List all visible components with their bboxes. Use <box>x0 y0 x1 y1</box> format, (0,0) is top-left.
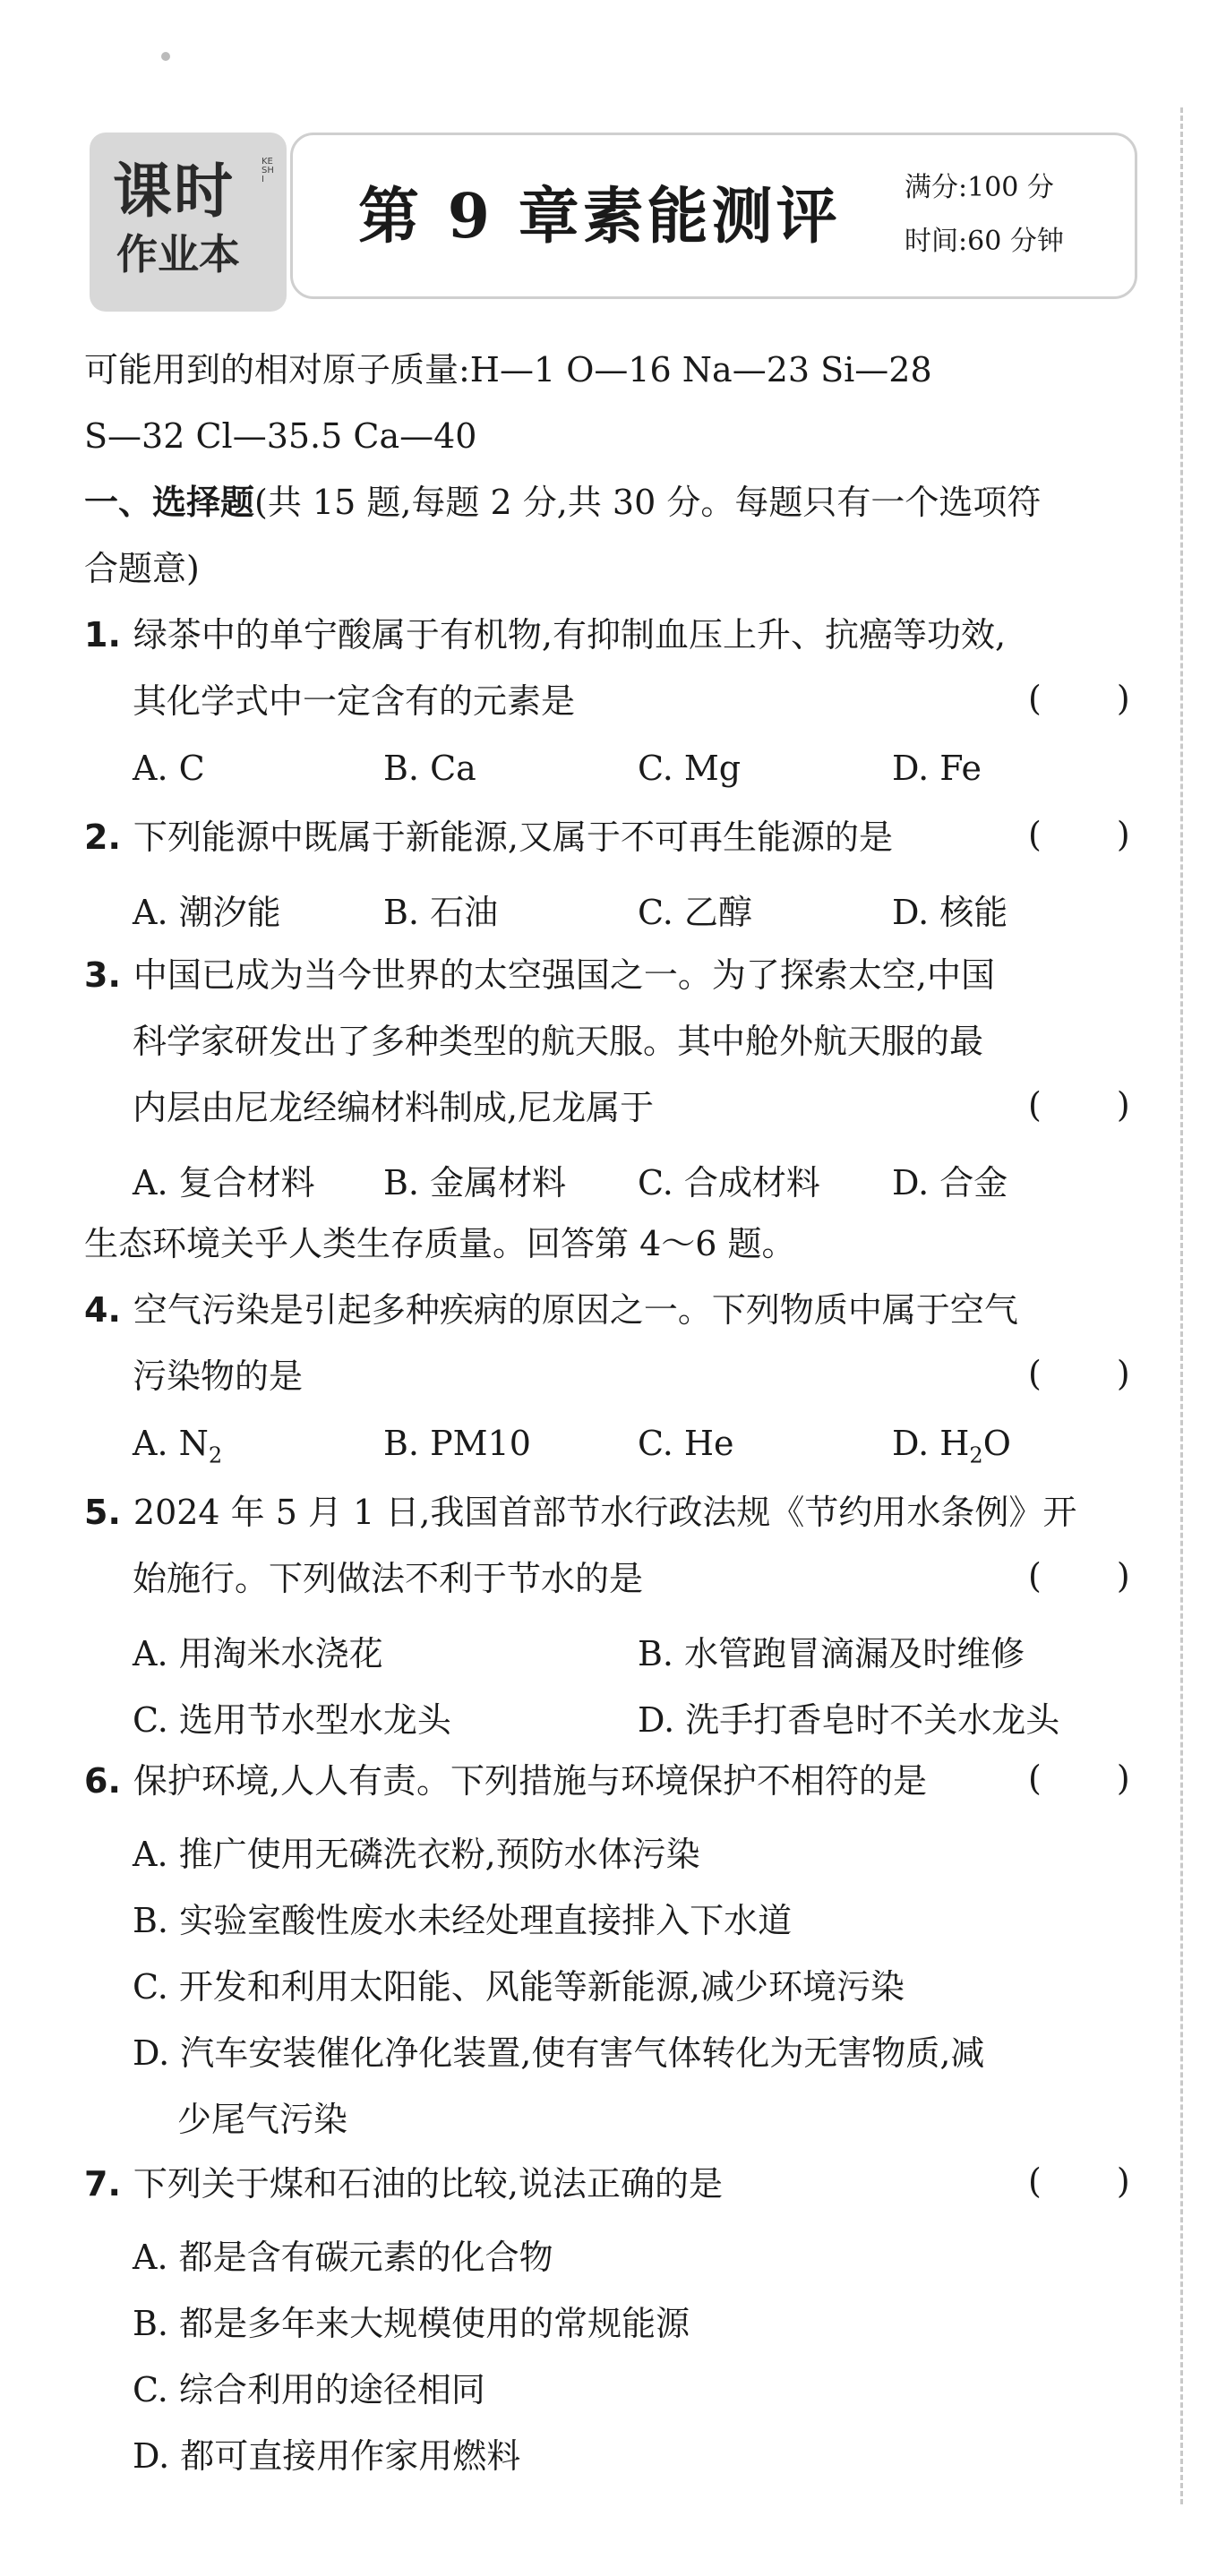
option-a[interactable]: A. 推广使用无磷洗衣粉,预防水体污染 <box>133 1835 700 1874</box>
option-b[interactable]: B. 实验室酸性废水未经处理直接排入下水道 <box>133 1901 793 1940</box>
option-c[interactable]: C. Mg <box>638 749 742 788</box>
answer-bracket[interactable]: ( ) <box>1028 1354 1162 1393</box>
question-6 <box>84 1759 927 1803</box>
question-text: 下列能源中既属于新能源,又属于不可再生能源的是 <box>133 817 893 857</box>
option-b[interactable]: B. 石油 <box>383 893 499 932</box>
question-text: 其化学式中一定含有的元素是 <box>133 681 576 721</box>
question-text: 中国已成为当今世界的太空强国之一。为了探索太空,中国 <box>133 955 995 995</box>
exam-time: 时间:60 分钟 <box>905 226 1064 257</box>
question-4 <box>84 1288 1018 1332</box>
question-text: 空气污染是引起多种疾病的原因之一。下列物质中属于空气 <box>133 1290 1018 1330</box>
section-title: 一、选择题 <box>84 483 255 522</box>
page-title: 第 9 章素能测评 <box>358 181 841 252</box>
logo-top-text: 课时 <box>113 157 235 226</box>
option-c[interactable]: C. He <box>638 1424 734 1463</box>
section-desc-2: 合题意) <box>84 549 200 588</box>
option-c[interactable]: C. 乙醇 <box>638 893 752 932</box>
option-a[interactable]: A. 潮汐能 <box>133 893 281 932</box>
answer-bracket[interactable]: ( ) <box>1028 815 1162 854</box>
section-heading <box>84 480 1041 525</box>
question-number: 7. <box>84 2164 121 2204</box>
option-d[interactable]: D. 核能 <box>892 893 1008 932</box>
option-b[interactable]: B. 水管跑冒滴漏及时维修 <box>638 1634 1025 1673</box>
question-number: 6. <box>84 1761 121 1801</box>
answer-bracket[interactable]: ( ) <box>1028 1759 1162 1798</box>
option-d[interactable]: D. $H_2O$ <box>892 1424 1011 1468</box>
question-7 <box>84 2161 723 2206</box>
logo-bottom-text: 作业本 <box>116 230 240 278</box>
group-intro: 生态环境关乎人类生存质量。回答第 4～6 题。 <box>84 1224 796 1263</box>
question-number: 1. <box>84 615 121 655</box>
question-number: 3. <box>84 955 121 995</box>
option-c[interactable]: C. 综合利用的途径相同 <box>133 2370 485 2409</box>
option-c[interactable]: C. 合成材料 <box>638 1163 820 1202</box>
option-d[interactable]: D. Fe <box>892 749 982 788</box>
option-b[interactable]: B. Ca <box>383 749 476 788</box>
option-a[interactable]: A. $N_2$ <box>133 1424 223 1468</box>
answer-bracket[interactable]: ( ) <box>1028 2161 1162 2201</box>
answer-bracket[interactable]: ( ) <box>1028 679 1162 718</box>
question-number: 4. <box>84 1290 121 1330</box>
question-text: 保护环境,人人有责。下列措施与环境保护不相符的是 <box>133 1761 927 1801</box>
option-a[interactable]: A. 都是含有碳元素的化合物 <box>133 2238 553 2277</box>
option-a[interactable]: A. 复合材料 <box>133 1163 315 1202</box>
answer-bracket[interactable]: ( ) <box>1028 1085 1162 1125</box>
question-1 <box>84 612 1006 657</box>
atomic-mass-line-1: 可能用到的相对原子质量:H—1 O—16 Na—23 Si—28 <box>84 350 932 389</box>
question-text: 下列关于煤和石油的比较,说法正确的是 <box>133 2164 723 2204</box>
dashed-cut-line <box>1180 107 1183 2504</box>
option-c[interactable]: C. 选用节水型水龙头 <box>133 1700 451 1740</box>
option-a[interactable]: A. 用淘米水浇花 <box>133 1634 383 1673</box>
logo-pinyin: KESHI <box>262 157 274 184</box>
question-number: 2. <box>84 817 121 857</box>
option-c[interactable]: C. 开发和利用太阳能、风能等新能源,减少环境污染 <box>133 1967 905 2007</box>
option-a[interactable]: A. C <box>133 749 205 788</box>
option-b[interactable]: B. PM10 <box>383 1424 531 1463</box>
question-text: 绿茶中的单宁酸属于有机物,有抑制血压上升、抗癌等功效, <box>133 615 1007 655</box>
atomic-mass-line-2: S—32 Cl—35.5 Ca—40 <box>84 416 477 456</box>
option-d-continued: 少尾气污染 <box>177 2100 348 2139</box>
option-b[interactable]: B. 金属材料 <box>383 1163 567 1202</box>
question-text: 污染物的是 <box>133 1356 304 1396</box>
question-5 <box>84 1490 1076 1535</box>
question-number: 5. <box>84 1493 121 1532</box>
score-info <box>905 161 1064 269</box>
option-d[interactable]: D. 都可直接用作家用燃料 <box>133 2436 521 2476</box>
answer-bracket[interactable]: ( ) <box>1028 1556 1162 1596</box>
option-d[interactable]: D. 合金 <box>892 1163 1008 1202</box>
question-text: 内层由尼龙经编材料制成,尼龙属于 <box>133 1088 655 1127</box>
question-3 <box>84 953 995 997</box>
question-2 <box>84 815 893 860</box>
option-d[interactable]: D. 洗手打香皂时不关水龙头 <box>638 1700 1060 1740</box>
option-b[interactable]: B. 都是多年来大规模使用的常规能源 <box>133 2304 690 2343</box>
option-d[interactable]: D. 汽车安装催化净化装置,使有害气体转化为无害物质,减 <box>133 2033 985 2073</box>
full-score: 满分:100 分 <box>905 172 1054 203</box>
question-text: 始施行。下列做法不利于节水的是 <box>133 1559 644 1598</box>
corner-mark <box>161 52 170 61</box>
question-text: 2024 年 5 月 1 日,我国首部节水行政法规《节约用水条例》开 <box>133 1493 1077 1532</box>
question-text: 科学家研发出了多种类型的航天服。其中舱外航天服的最 <box>133 1022 984 1061</box>
section-desc-1: (共 15 题,每题 2 分,共 30 分。每题只有一个选项符 <box>254 483 1042 522</box>
